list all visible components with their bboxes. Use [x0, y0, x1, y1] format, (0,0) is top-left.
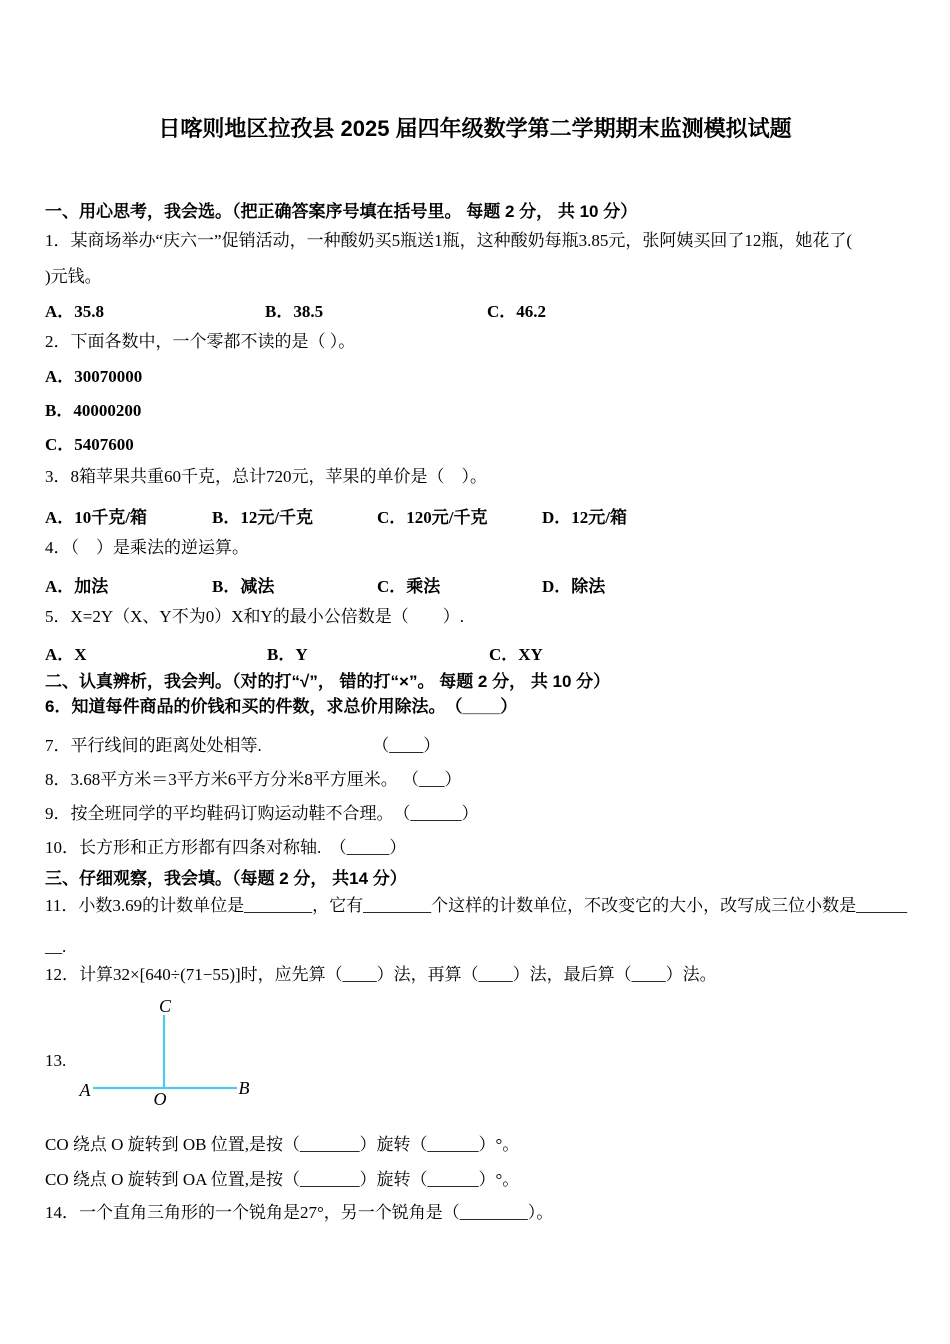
section-1-header: 一、用心思考，我会选。（把正确答案序号填在括号里。 每题 2 分， 共 10 分）	[45, 202, 638, 221]
question-1-option-a: A．35.8	[45, 302, 105, 321]
question-1-option-c: C．46.2	[487, 302, 547, 321]
question-2-line-1: 2．下面各数中，一个零都不读的是（ ）。	[45, 332, 356, 351]
question-13-line-2: CO 绕点 O 旋转到 OA 位置,是按（_______）旋转（______）°。	[45, 1170, 520, 1189]
question-3-option-c: C．120元/千克	[377, 508, 488, 527]
question-2-option-b: B．40000200	[45, 401, 142, 420]
question-3-line-1: 3．8箱苹果共重60千克，总计720元，苹果的单价是（ ）。	[45, 467, 487, 486]
question-1-line-1: 1．某商场举办“庆六一”促销活动，一种酸奶买5瓶送1瓶，这种酸奶每瓶3.85元，张阿姨买回了12瓶，她花了(	[45, 231, 852, 250]
figure-label-o: O	[153, 1089, 167, 1109]
question-9: 9．按全班同学的平均鞋码订购运动鞋不合理。 （______）	[45, 804, 479, 823]
question-4-option-a: A．加法	[45, 577, 109, 596]
question-3-options	[0, 503, 950, 525]
question-11-line-2: __.	[45, 937, 67, 956]
question-13-figure	[36, 993, 266, 1118]
question-5-options	[0, 640, 950, 662]
question-4-option-b: B．减法	[212, 577, 275, 596]
question-10: 10．长方形和正方形都有四条对称轴. （_____）	[45, 838, 407, 857]
figure-label-a: A	[79, 1080, 91, 1100]
question-11-line-1: 11．小数3.69的计数单位是________，它有________个这样的计数单位，不改变它的大小，改写成三位小数是______	[45, 896, 908, 915]
question-5-option-b: B．Y	[267, 645, 308, 664]
figure-label-b: B	[238, 1078, 250, 1098]
question-12: 12．计算32×[640÷(71−55)]时，应先算（____）法，再算（____）法，最后算（____）法。	[45, 965, 717, 984]
question-13-line-1: CO 绕点 O 旋转到 OB 位置,是按（_______）旋转（______）°。	[45, 1135, 520, 1154]
section-2-header: 二、认真辨析，我会判。（对的打“√”， 错的打“×”。 每题 2 分， 共 10 分）	[45, 672, 611, 691]
question-5-line-1: 5．X=2Y（X、Y不为0）X和Y的最小公倍数是（ ）.	[45, 607, 464, 626]
figure-label-c: C	[158, 996, 172, 1016]
question-1-line-2: )元钱。	[45, 267, 102, 286]
question-1-option-b: B．38.5	[265, 302, 324, 321]
question-8: 8．3.68平方米＝3平方米6平方分米8平方厘米。 （___）	[45, 770, 462, 789]
question-14: 14．一个直角三角形的一个锐角是27°，另一个锐角是（________）。	[45, 1203, 554, 1222]
question-3-option-b: B．12元/千克	[212, 508, 314, 527]
question-4-option-c: C．乘法	[377, 577, 441, 596]
question-13-number: 13.	[45, 1051, 67, 1070]
question-7: 7．平行线间的距离处处相等. （____）	[45, 736, 441, 755]
section-3-header: 三、仔细观察，我会填。（每题 2 分， 共14 分）	[45, 869, 407, 888]
question-2-option-a: A．30070000	[45, 367, 143, 386]
question-3-option-d: D．12元/箱	[542, 508, 627, 527]
question-5-option-c: C．XY	[489, 645, 543, 664]
question-4-option-d: D．除法	[542, 577, 606, 596]
question-4-options	[0, 572, 950, 594]
question-4-line-1: 4．（ ）是乘法的逆运算。	[45, 538, 249, 557]
question-3-option-a: A．10千克/箱	[45, 508, 147, 527]
question-2-option-c: C．5407600	[45, 435, 134, 454]
question-6: 6．知道每件商品的价钱和买的件数，求总价用除法。 （____）	[45, 697, 518, 716]
question-5-option-a: A．X	[45, 645, 87, 664]
question-1-options	[0, 297, 950, 319]
page-title: 日喀则地区拉孜县 2025 届四年级数学第二学期期末监测模拟试题	[158, 116, 792, 141]
